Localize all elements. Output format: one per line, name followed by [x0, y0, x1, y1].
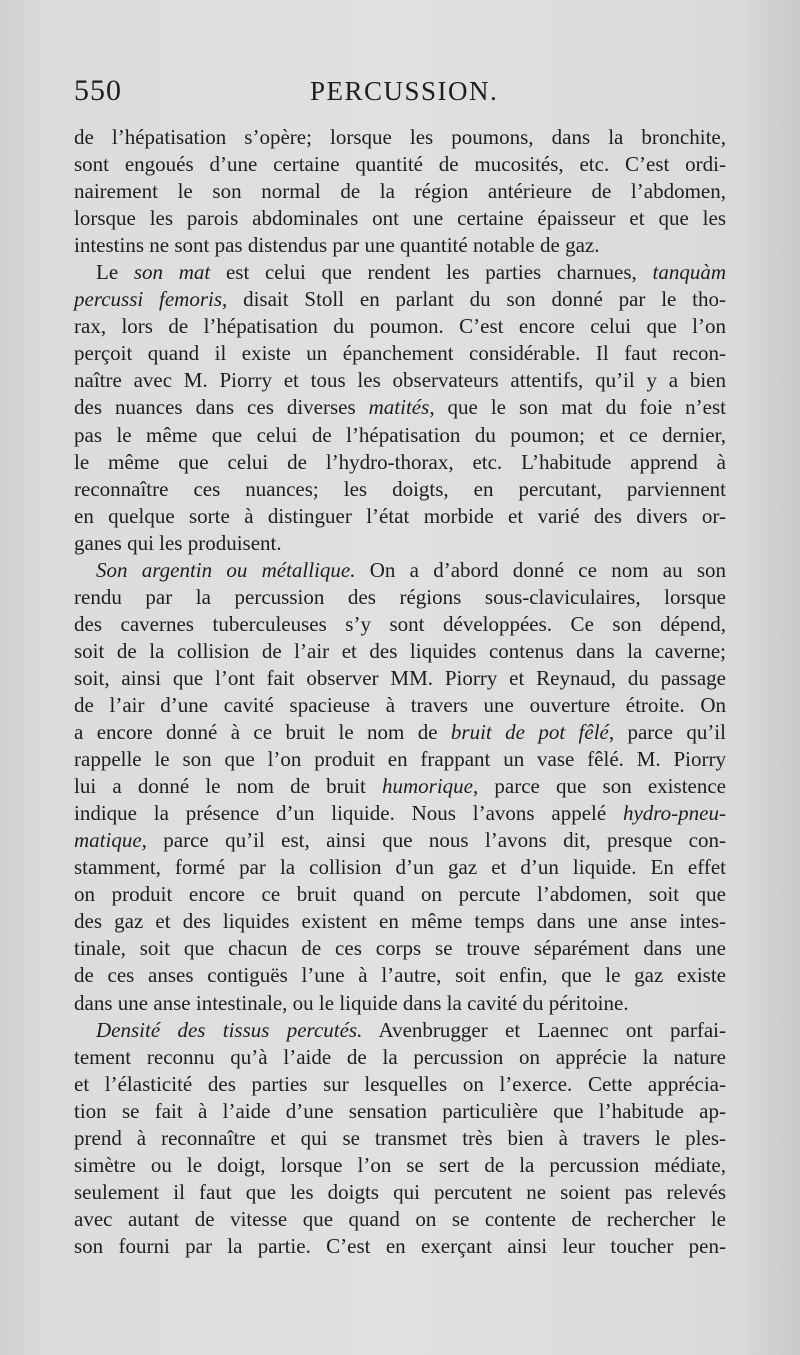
text-line: dans une anse intestinale, ou le liquide dans la cavité du péritoine. — [74, 990, 629, 1015]
text-line: tinale, soit que chacun de ces corps se trouve séparément dans une — [74, 936, 726, 961]
text-line: tion se fait à l’aide d’une sensation particulière que l’habitude ap- — [74, 1098, 726, 1123]
text-segment: Le — [96, 260, 134, 285]
text-segment: , que le son mat du foie n’est — [429, 395, 727, 420]
text-line — [74, 394, 726, 421]
page-number: 550 — [74, 74, 122, 107]
text-line: simètre ou le doigt, lorsque l’on se sert de la percussion médiate, — [74, 1152, 726, 1177]
text-line: intestins ne sont pas distendus par une quantité notable de gaz. — [74, 233, 600, 258]
text-line: seulement il faut que les doigts qui percutent ne soient pas relevés — [74, 1179, 726, 1204]
text-line: lorsque les parois abdominales ont une certaine épaisseur et que les — [74, 206, 726, 231]
italic-text: matique — [74, 828, 142, 853]
text-line: nairement le son normal de la région antérieure de l’abdomen, — [74, 179, 726, 204]
text-line: rappelle le son que l’on produit en frappant un vase fêlé. M. Piorry — [74, 747, 726, 772]
text-line — [74, 827, 726, 854]
text-line: prend à reconnaître et qui se transmet très bien à travers le ples- — [74, 1125, 726, 1150]
text-line: de l’air d’une cavité spacieuse à travers une ouverture étroite. On — [74, 692, 726, 717]
text-line: on produit encore ce bruit quand on percute l’abdomen, soit que — [74, 882, 726, 907]
text-line: des gaz et des liquides existent en même temps dans une anse intes- — [74, 909, 726, 934]
text-line — [74, 259, 726, 286]
text-line: pas le même que celui de l’hépatisation du poumon; et ce dernier, — [74, 422, 726, 447]
text-segment: Avenbrugger et Laennec ont parfai- — [362, 1017, 726, 1042]
text-segment: , parce que son existence — [472, 774, 726, 799]
text-line: avec autant de vitesse que quand on se contente de rechercher le — [74, 1206, 726, 1231]
text-line: rendu par la percussion des régions sous-claviculaires, lorsque — [74, 584, 726, 609]
body-text — [74, 124, 726, 1260]
text-line: soit, ainsi que l’ont fait observer MM. Piorry et Reynaud, du passage — [74, 665, 726, 690]
text-segment: On a d’abord donné ce nom au son — [355, 557, 726, 582]
text-segment: des nuances dans ces diverses — [74, 395, 369, 420]
text-line: en quelque sorte à distinguer l’état morbide et varié des divers or- — [74, 503, 726, 528]
text-line: des cavernes tuberculeuses s’y sont développées. Ce son dépend, — [74, 611, 726, 636]
italic-text: hydro-pneu- — [622, 801, 726, 826]
text-line: reconnaître ces nuances; les doigts, en percutant, parviennent — [74, 476, 726, 501]
text-segment: lui a donné le nom de bruit — [74, 774, 382, 799]
text-line — [74, 719, 726, 746]
text-line — [74, 286, 726, 313]
text-line — [74, 800, 726, 827]
text-line: de ces anses contiguës l’une à l’autre, soit enfin, que le gaz existe — [74, 963, 726, 988]
text-line — [74, 1017, 726, 1044]
italic-text: tanquàm — [652, 260, 726, 285]
italic-text: son mat — [133, 260, 211, 285]
text-line: perçoit quand il existe un épanchement considérable. Il faut recon- — [74, 341, 726, 366]
text-line: de l’hépatisation s’opère; lorsque les poumons, dans la bronchite, — [74, 125, 726, 149]
text-line: et l’élasticité des parties sur lesquelles on l’exerce. Cette apprécia- — [74, 1071, 726, 1096]
text-line: rax, lors de l’hépatisation du poumon. C’est encore celui que l’on — [74, 314, 726, 339]
italic-text: percussi femoris — [74, 287, 223, 312]
text-segment: a encore donné à ce bruit le nom de — [74, 720, 451, 745]
running-title: PERCUSSION. — [310, 76, 499, 106]
italic-text: matités — [368, 395, 430, 420]
text-segment: , parce qu’il est, ainsi que nous l’avons dit, presque con- — [141, 828, 726, 853]
text-segment: , disait Stoll en parlant du son donné par le tho- — [222, 287, 726, 312]
text-segment: indique la présence d’un liquide. Nous l’avons appelé — [74, 801, 623, 826]
text-line — [74, 557, 726, 584]
page-header — [74, 74, 724, 114]
italic-text: bruit de pot fêlé — [450, 720, 609, 745]
text-line: son fourni par la partie. C’est en exerçant ainsi leur toucher pen- — [74, 1233, 726, 1258]
text-line — [74, 773, 726, 800]
text-line: stamment, formé par la collision d’un gaz et d’un liquide. En effet — [74, 855, 726, 880]
text-line: sont engoués d’une certaine quantité de mucosités, etc. C’est ordi- — [74, 152, 726, 177]
italic-text: Son argentin ou métallique. — [96, 557, 356, 582]
italic-text: humorique — [381, 774, 473, 799]
text-segment: , parce qu’il — [608, 720, 726, 745]
italic-text: Densité des tissus percutés. — [96, 1017, 363, 1042]
text-line: le même que celui de l’hydro-thorax, etc. L’habitude apprend à — [74, 449, 726, 474]
text-line: tement reconnu qu’à l’aide de la percussion on apprécie la nature — [74, 1044, 726, 1069]
text-line: soit de la collision de l’air et des liquides contenus dans la caverne; — [74, 638, 726, 663]
text-segment: est celui que rendent les parties charnues, — [210, 260, 653, 285]
text-line: naître avec M. Piorry et tous les observateurs attentifs, qu’il y a bien — [74, 368, 726, 393]
text-line: ganes qui les produisent. — [74, 530, 282, 555]
